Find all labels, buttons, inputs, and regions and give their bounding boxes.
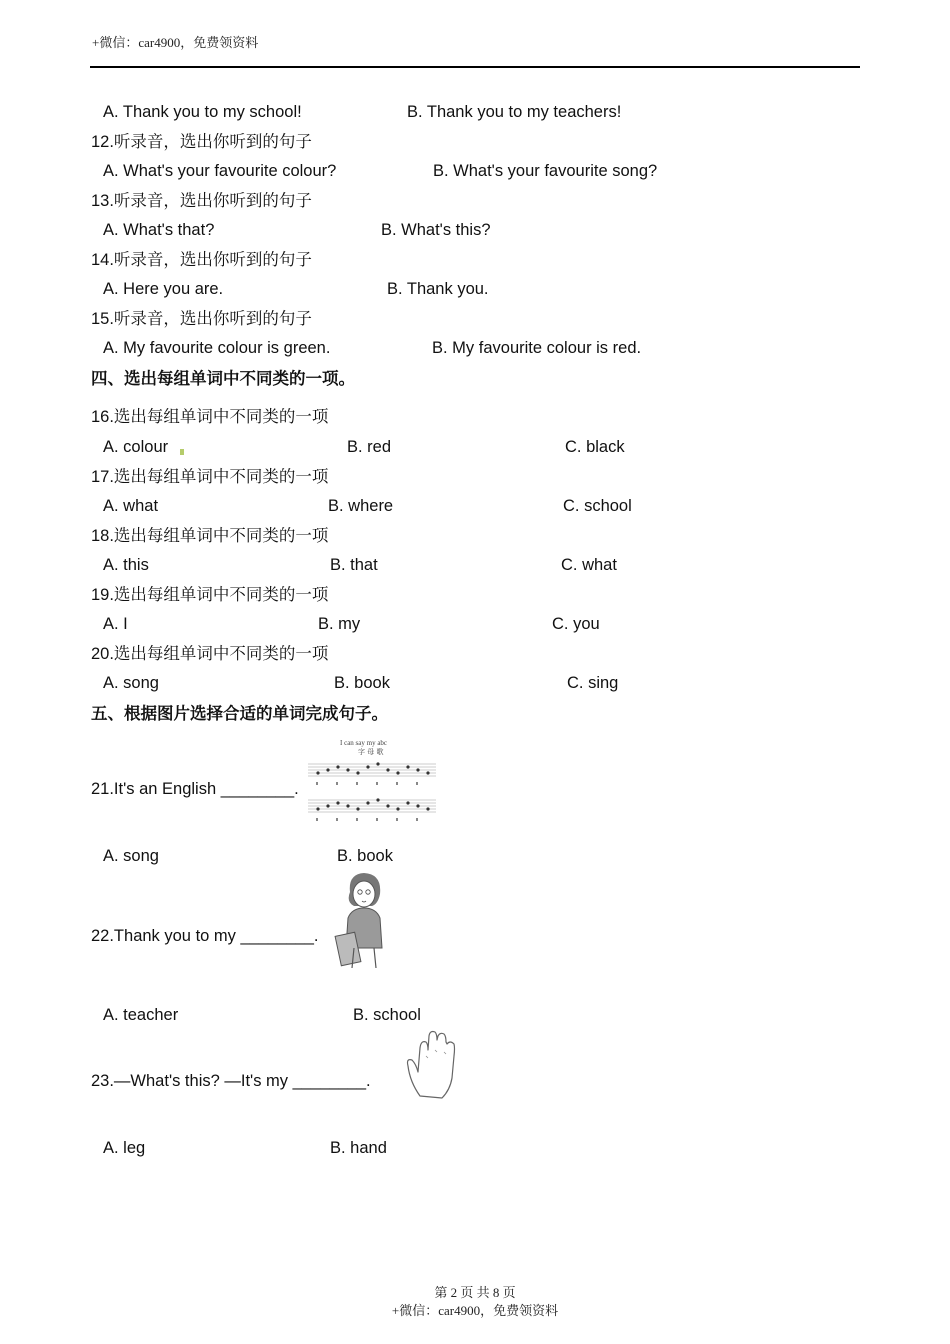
q13-option-a: A. What's that? (103, 221, 215, 239)
q23-option-a: A. leg (103, 1139, 146, 1157)
q18-option-a: A. this (103, 556, 149, 574)
sheet-music-subcaption: 字 母 歌 (358, 748, 384, 756)
q13-stem: 13.听录音，选出你听到的句子 (91, 192, 312, 210)
q23-option-b: B. hand (330, 1139, 387, 1157)
q16-stem: 16.选出每组单词中不同类的一项 (91, 408, 329, 426)
q12-stem: 12.听录音，选出你听到的句子 (91, 133, 312, 151)
section-4-title: 四、选出每组单词中不同类的一项。 (91, 370, 355, 388)
q12-option-b: B. What's your favourite song? (433, 162, 658, 180)
q11-option-b: B. Thank you to my teachers! (407, 103, 622, 121)
q22-stem: 22.Thank you to my ________. (91, 927, 319, 945)
teacher-image (332, 870, 392, 970)
q16-option-a: A. colour (103, 438, 169, 456)
q21-option-b: B. book (337, 847, 393, 865)
page-number: 第 2 页 共 8 页 (434, 1285, 516, 1300)
q19-stem: 19.选出每组单词中不同类的一项 (91, 586, 329, 604)
q16-option-c: C. black (565, 438, 625, 456)
q18-option-b: B. that (330, 556, 378, 574)
header-watermark: +微信：car4900，免费领资料 (92, 35, 259, 50)
q20-option-a: A. song (103, 674, 159, 692)
q11-option-a: A. Thank you to my school! (103, 103, 302, 121)
q23-stem: 23.—What's this? —It's my ________. (91, 1072, 371, 1090)
q18-stem: 18.选出每组单词中不同类的一项 (91, 527, 329, 545)
q14-option-b: B. Thank you. (387, 280, 489, 298)
q19-option-b: B. my (318, 615, 361, 633)
q22-option-a: A. teacher (103, 1006, 179, 1024)
sheet-music-caption: I can say my abc (340, 739, 388, 747)
q19-option-c: C. you (552, 615, 600, 633)
q12-option-a: A. What's your favourite colour? (103, 162, 337, 180)
q16-option-b: B. red (347, 438, 392, 456)
q15-option-b: B. My favourite colour is red. (432, 339, 642, 357)
q17-option-b: B. where (328, 497, 394, 515)
q15-option-a: A. My favourite colour is green. (103, 339, 331, 357)
sheet-music-image (306, 736, 438, 828)
q20-option-c: C. sing (567, 674, 619, 692)
q13-option-b: B. What's this? (381, 221, 491, 239)
q20-stem: 20.选出每组单词中不同类的一项 (91, 645, 329, 663)
q15-stem: 15.听录音，选出你听到的句子 (91, 310, 312, 328)
q21-stem: 21.It's an English ________. (91, 780, 299, 798)
q17-option-a: A. what (103, 497, 159, 515)
hand-image (398, 1030, 470, 1102)
q20-option-b: B. book (334, 674, 390, 692)
q22-option-b: B. school (353, 1006, 421, 1024)
header-divider (90, 66, 860, 68)
q17-stem: 17.选出每组单词中不同类的一项 (91, 468, 329, 486)
q14-stem: 14.听录音，选出你听到的句子 (91, 251, 312, 269)
q18-option-c: C. what (561, 556, 617, 574)
q14-option-a: A. Here you are. (103, 280, 224, 298)
q21-option-a: A. song (103, 847, 159, 865)
q19-option-a: A. I (103, 615, 128, 633)
q17-option-c: C. school (563, 497, 632, 515)
section-5-title: 五、根据图片选择合适的单词完成句子。 (91, 705, 388, 723)
stray-mark (180, 449, 184, 455)
footer-watermark: +微信：car4900，免费领资料 (391, 1303, 559, 1318)
